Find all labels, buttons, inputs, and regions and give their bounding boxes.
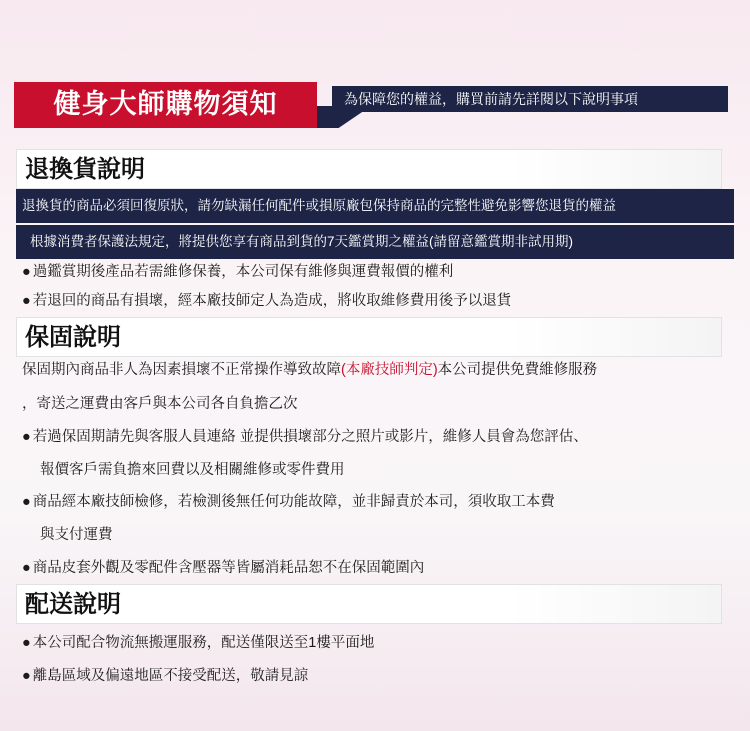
brand-title: 健身大師購物須知 xyxy=(14,82,317,128)
warranty-bullet-1-continued: 報價客戶需負擔來回費以及相關維修或零件費用 xyxy=(40,462,345,478)
warranty-bullet-1: ● 若過保固期請先與客服人員連絡 並提供損壞部分之照片或影片，維修人員會為您評估、 xyxy=(22,425,588,449)
warranty-bullet-2: ● 商品經本廠技師檢修，若檢測後無任何功能故障，並非歸責於本司，須收取工本費 xyxy=(22,490,555,514)
warranty-intro xyxy=(22,358,597,382)
warranty-intro-before: 保固期內商品非人為因素損壞不正常操作導致故障 xyxy=(22,362,341,378)
returns-notice-bar-1: 退換貨的商品必須回復原狀，請勿缺漏任何配件或損原廠包保持商品的完整性避免影響您退貨的權益 xyxy=(16,189,734,223)
warranty-intro-continued: ，寄送之運費由客戶與本公司各自負擔乙次 xyxy=(22,396,298,412)
warranty-bullet-2-continued: 與支付運費 xyxy=(40,527,113,543)
returns-notice-bar-2: 根據消費者保護法規定，將提供您享有商品到貨的7天鑑賞期之權益(請留意鑑賞期非試用期) xyxy=(16,225,734,259)
shipping-bullet-1: ● 本公司配合物流無搬運服務，配送僅限送至1樓平面地 xyxy=(22,631,374,655)
returns-section-title: 退換貨說明 xyxy=(16,149,722,189)
shipping-bullet-2: ● 離島區域及偏遠地區不接受配送，敬請見諒 xyxy=(22,664,308,688)
returns-bullet-2: ● 若退回的商品有損壞，經本廠技師定人為造成，將收取維修費用後予以退貨 xyxy=(22,289,511,313)
warranty-intro-after: 本公司提供免費維修服務 xyxy=(437,362,598,378)
returns-bullet-1: ● 過鑑賞期後產品若需維修保養，本公司保有維修與運費報價的權利 xyxy=(22,260,453,284)
shipping-section-title: 配送說明 xyxy=(16,584,722,624)
header-subtitle: 為保障您的權益，購買前請先詳閱以下說明事項 xyxy=(332,86,728,112)
warranty-intro-highlight: (本廠技師判定) xyxy=(341,362,438,378)
warranty-section-title: 保固說明 xyxy=(16,317,722,357)
warranty-bullet-3: ● 商品皮套外觀及零配件含壓器等皆屬消耗品恕不在保固範圍內 xyxy=(22,556,424,580)
header-banner xyxy=(14,82,728,128)
